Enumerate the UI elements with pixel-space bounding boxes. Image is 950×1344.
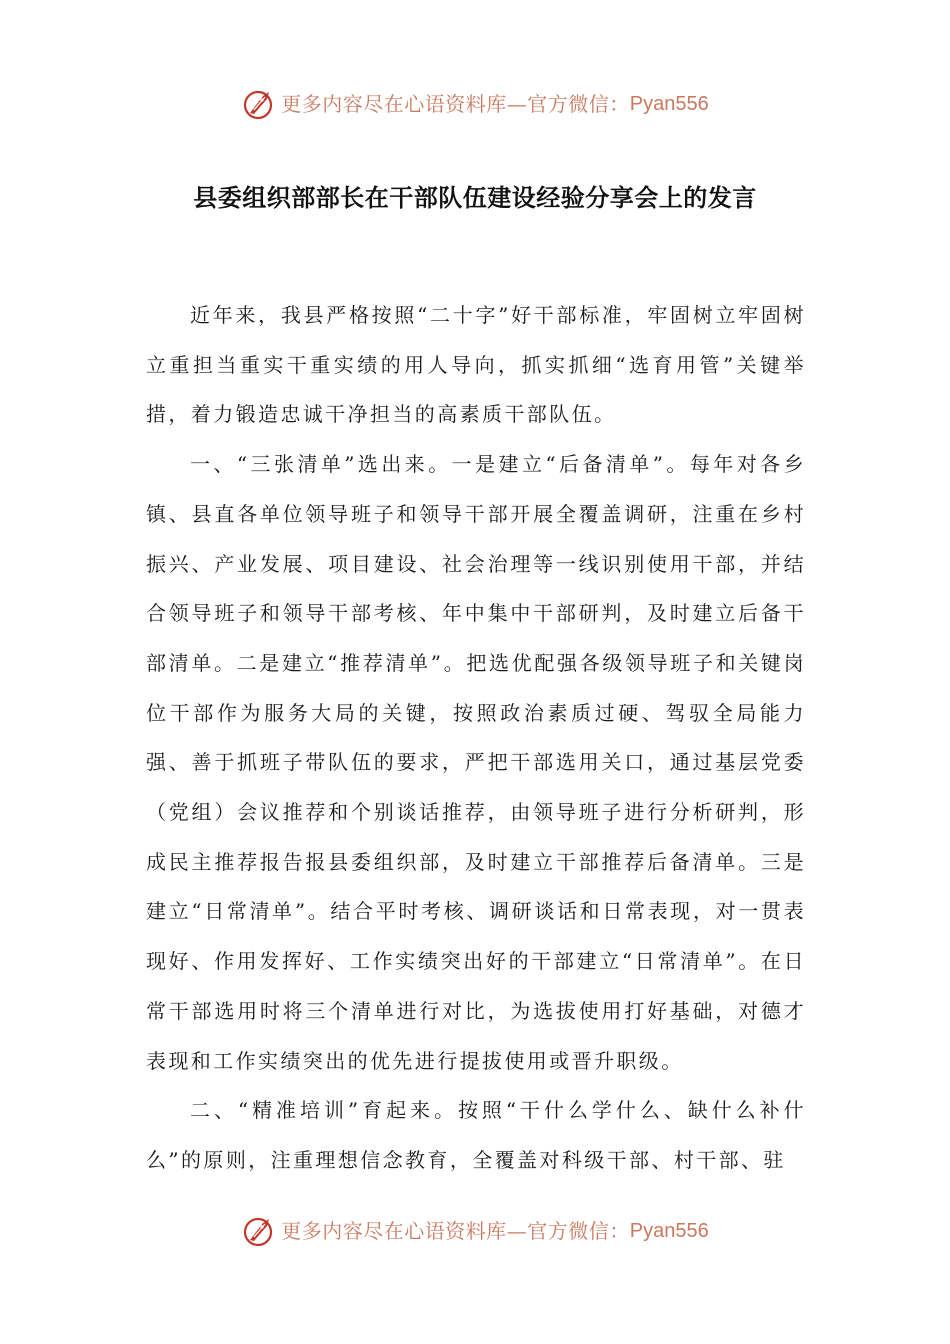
paragraph-intro: 近年来，我县严格按照“二十字”好干部标准，牢固树立牢固树立重担当重实干重实绩的用人导向，抓实抓细“选育用管”关键举措，着力锻造忠诚干净担当的高素质干部队伍。 bbox=[146, 303, 806, 427]
document-title: 县委组织部部长在干部队伍建设经验分享会上的发言 bbox=[193, 184, 757, 212]
paragraph-section-two: 二、“精准培训”育起来。按照“干什么学什么、缺什么补什么”的原则，注重理想信念教育，全覆盖对科级干部、村干部、驻 bbox=[146, 1098, 806, 1172]
watermark-text: 更多内容尽在心语资料库—官方微信： bbox=[281, 92, 630, 116]
paragraph-section-one: 一、“三张清单”选出来。一是建立“后备清单”。每年对各乡镇、县直各单位领导班子和领导干部开展全覆盖调研，注重在乡村振兴、产业发展、项目建设、社会治理等一线识别使用干部，并结合领导班子和领导干部考核、年中集中干部研判，及时建立后备干部清单。二是建立“推荐清单”。把选优配强各级领导班子和关键岗位干部作为服务大局的关键，按照政治素质过硬、驾驭全局能力强、善于抓班子带队伍的要求，严把干部选用关口，通过基层党委（党组）会议推荐和个别谈话推荐，由领导班子进行分析研判，形成民主推荐报告报县委组织部，及时建立干部推荐后备清单。三是建立“日常清单”。结合平时考核、调研谈话和日常表现，对一贯表现好、作用发挥好、工作实绩突出好的干部建立“日常清单”。在日常干部选用时将三个清单进行对比，为选拔使用打好基础，对德才表现和工作实绩突出的优先进行提拔使用或晋升职级。 bbox=[146, 452, 806, 1073]
watermark-banner-top bbox=[0, 84, 950, 124]
watermark-wechat-id: Pyan556 bbox=[629, 1220, 709, 1242]
watermark-wechat-id: Pyan556 bbox=[629, 93, 709, 115]
document-body bbox=[146, 291, 806, 1186]
pen-nib-circle-icon bbox=[241, 1213, 277, 1249]
pen-nib-circle-icon bbox=[241, 86, 277, 122]
watermark-text: 更多内容尽在心语资料库—官方微信： bbox=[281, 1219, 630, 1243]
watermark-banner-bottom bbox=[0, 1211, 950, 1251]
